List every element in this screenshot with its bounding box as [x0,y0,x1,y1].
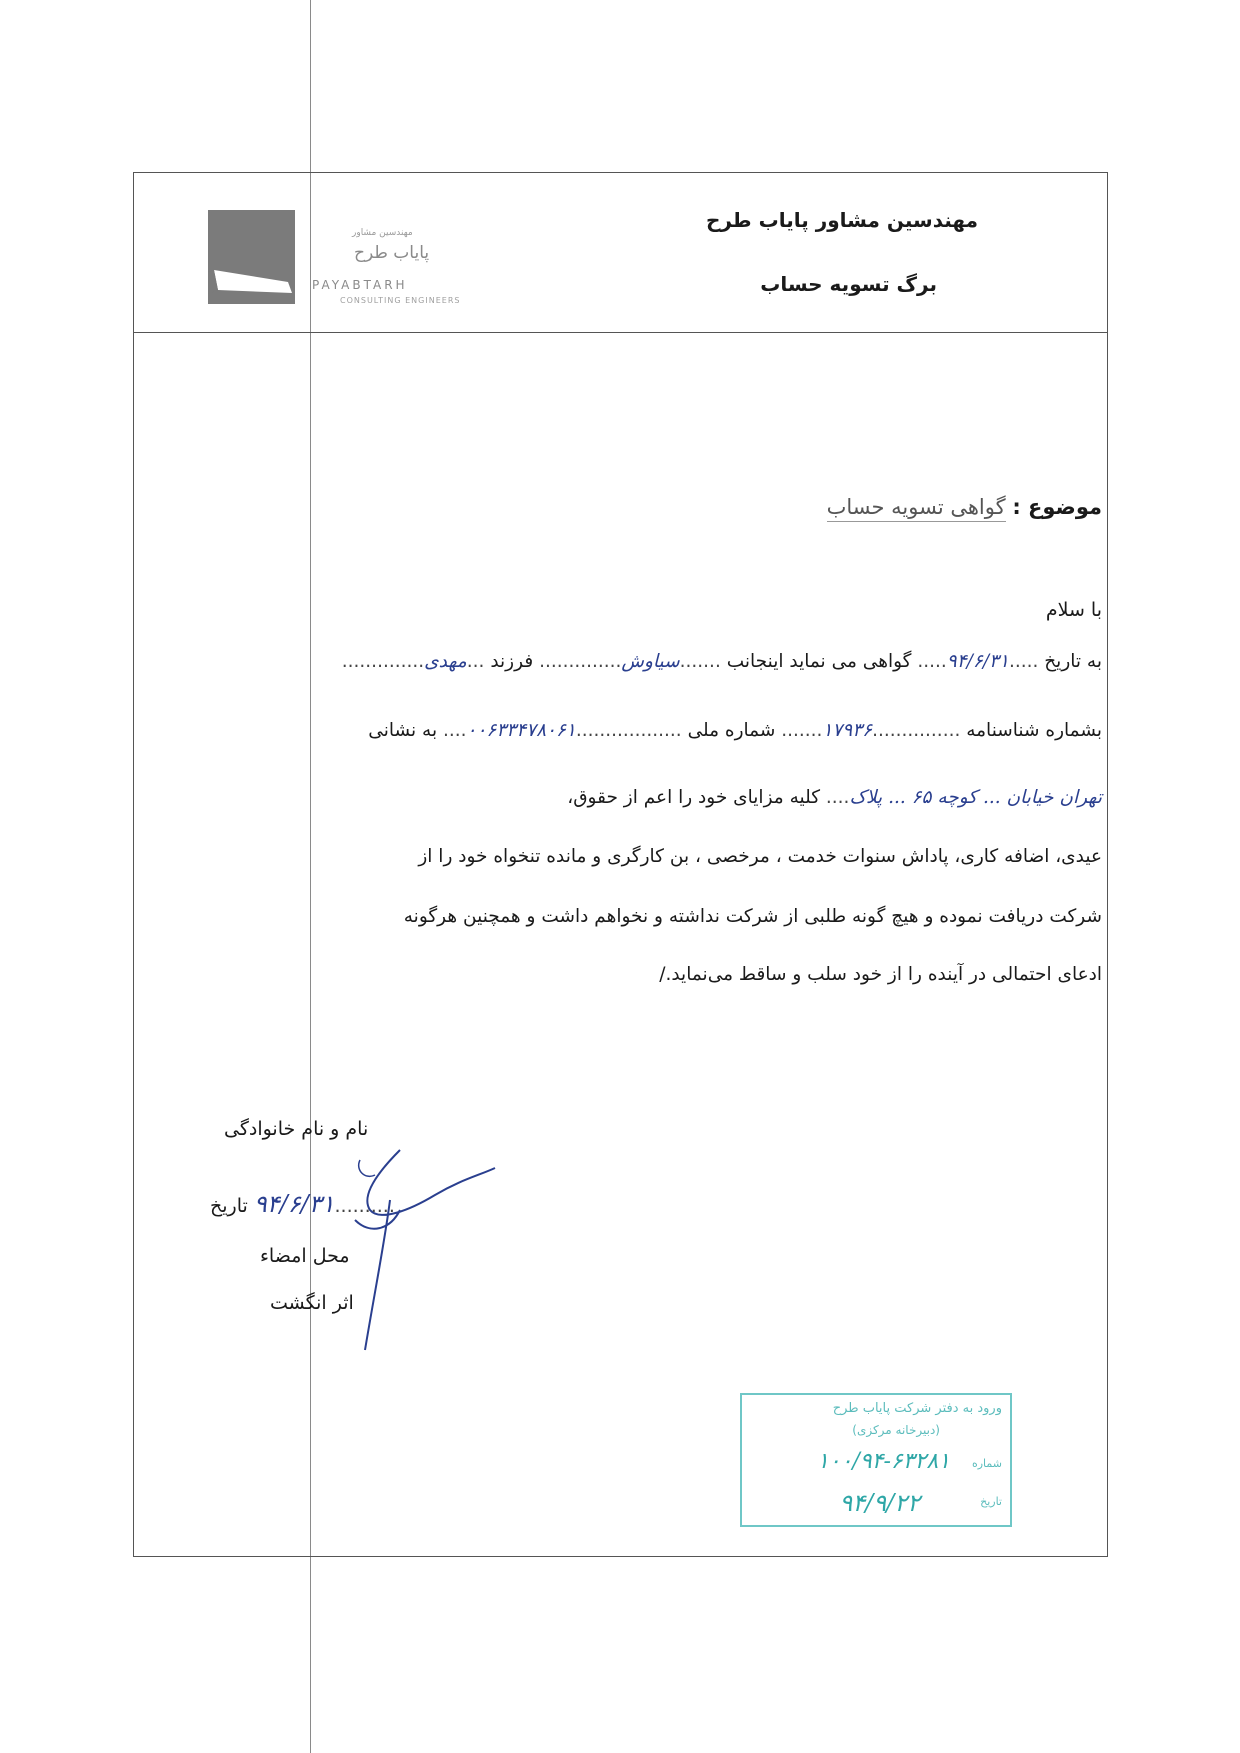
body-text: بشماره شناسنامه [966,720,1102,741]
body-line-4: عیدی، اضافه کاری، پاداش سنوات خدمت ، مرخصی ، بن کارگری و مانده تنخواه خود را از [418,846,1102,867]
greeting: با سلام [1045,599,1102,621]
thumbprint-label: اثر انگشت [270,1292,354,1314]
body-line-6: ادعای احتمالی در آینده را از خود سلب و ساقط می‌نماید./ [659,964,1102,985]
form-title: برگ تسویه حساب [760,272,937,296]
body-text: فرزند [490,651,534,672]
stamp-subtitle: (دبیرخانه مرکزی) [852,1423,940,1437]
handwritten-national-id: ۰۰۶۳۳۴۷۸۰۶۱ [466,720,576,741]
body-line-5: شرکت دریافت نموده و هیچ گونه طلبی از شرکت نداشته و نخواهم داشت و همچنین هرگونه [403,906,1102,927]
date-label: تاریخ [210,1195,248,1217]
logo-english: PAYABTARH [312,278,408,292]
header-divider [133,332,1108,333]
body-text: کلیه مزایای خود را اعم از حقوق، [567,787,821,808]
stamp-number: ۱۰۰/۹۴-۶۳۲۸۱ [816,1449,950,1474]
body-text: به نشانی [368,720,438,741]
stamp-title: ورود به دفتر شرکت پایاب طرح [832,1401,1002,1416]
body-text: به تاریخ [1044,651,1102,672]
logo-english-sub: CONSULTING ENGINEERS [340,296,461,305]
handwritten-date: ۹۴/۶/۳۱ [946,651,1009,672]
body-text: شماره ملی [687,720,776,741]
subject-line [827,495,1102,519]
stamp-number-label: شماره [971,1457,1002,1470]
body-line-2: بشماره شناسنامه ...............۱۷۹۳۶....... شماره ملی ..................۰۰۶۳۳۴۷۸۰۶۱.... به نشانی [368,720,1102,741]
logo-persian-small: مهندسین مشاور [352,228,413,238]
logo-persian: پایاب طرح [354,243,430,263]
company-logo [208,210,295,304]
name-label: نام و نام خانوادگی [224,1118,369,1140]
company-name: مهندسین مشاور پایاب طرح [705,208,978,232]
handwritten-id-number: ۱۷۹۳۶ [822,720,873,741]
handwritten-address: تهران خیابان ... کوچه ۶۵ ... پلاک [849,787,1102,808]
handwritten-sign-date: ۹۴/۶/۳۱ [253,1190,335,1218]
body-line-1: به تاریخ .....۹۴/۶/۳۱..... گواهی می نماید اینجانب .......سیاوش.............. فرزند ...مهدی.............. [341,651,1102,672]
body-text: گواهی می نماید اینجانب [726,651,912,672]
signature-mark [340,1140,500,1360]
stamp-date: ۹۴/۹/۲۲ [839,1489,920,1517]
body-line-3: تهران خیابان ... کوچه ۶۵ ... پلاک.... کلیه مزایای خود را اعم از حقوق، [567,787,1102,808]
registration-stamp [740,1393,1012,1527]
subject-value: گواهی تسویه حساب [827,495,1006,522]
stamp-date-label: تاریخ [980,1495,1002,1508]
handwritten-name: سیاوش [621,651,680,672]
signature-date-line: ..........۹۴/۶/۳۱ تاریخ [210,1190,395,1218]
subject-label: موضوع : [1012,495,1102,519]
sign-label: محل امضاء [260,1245,350,1267]
handwritten-father-name: مهدی [424,651,467,672]
